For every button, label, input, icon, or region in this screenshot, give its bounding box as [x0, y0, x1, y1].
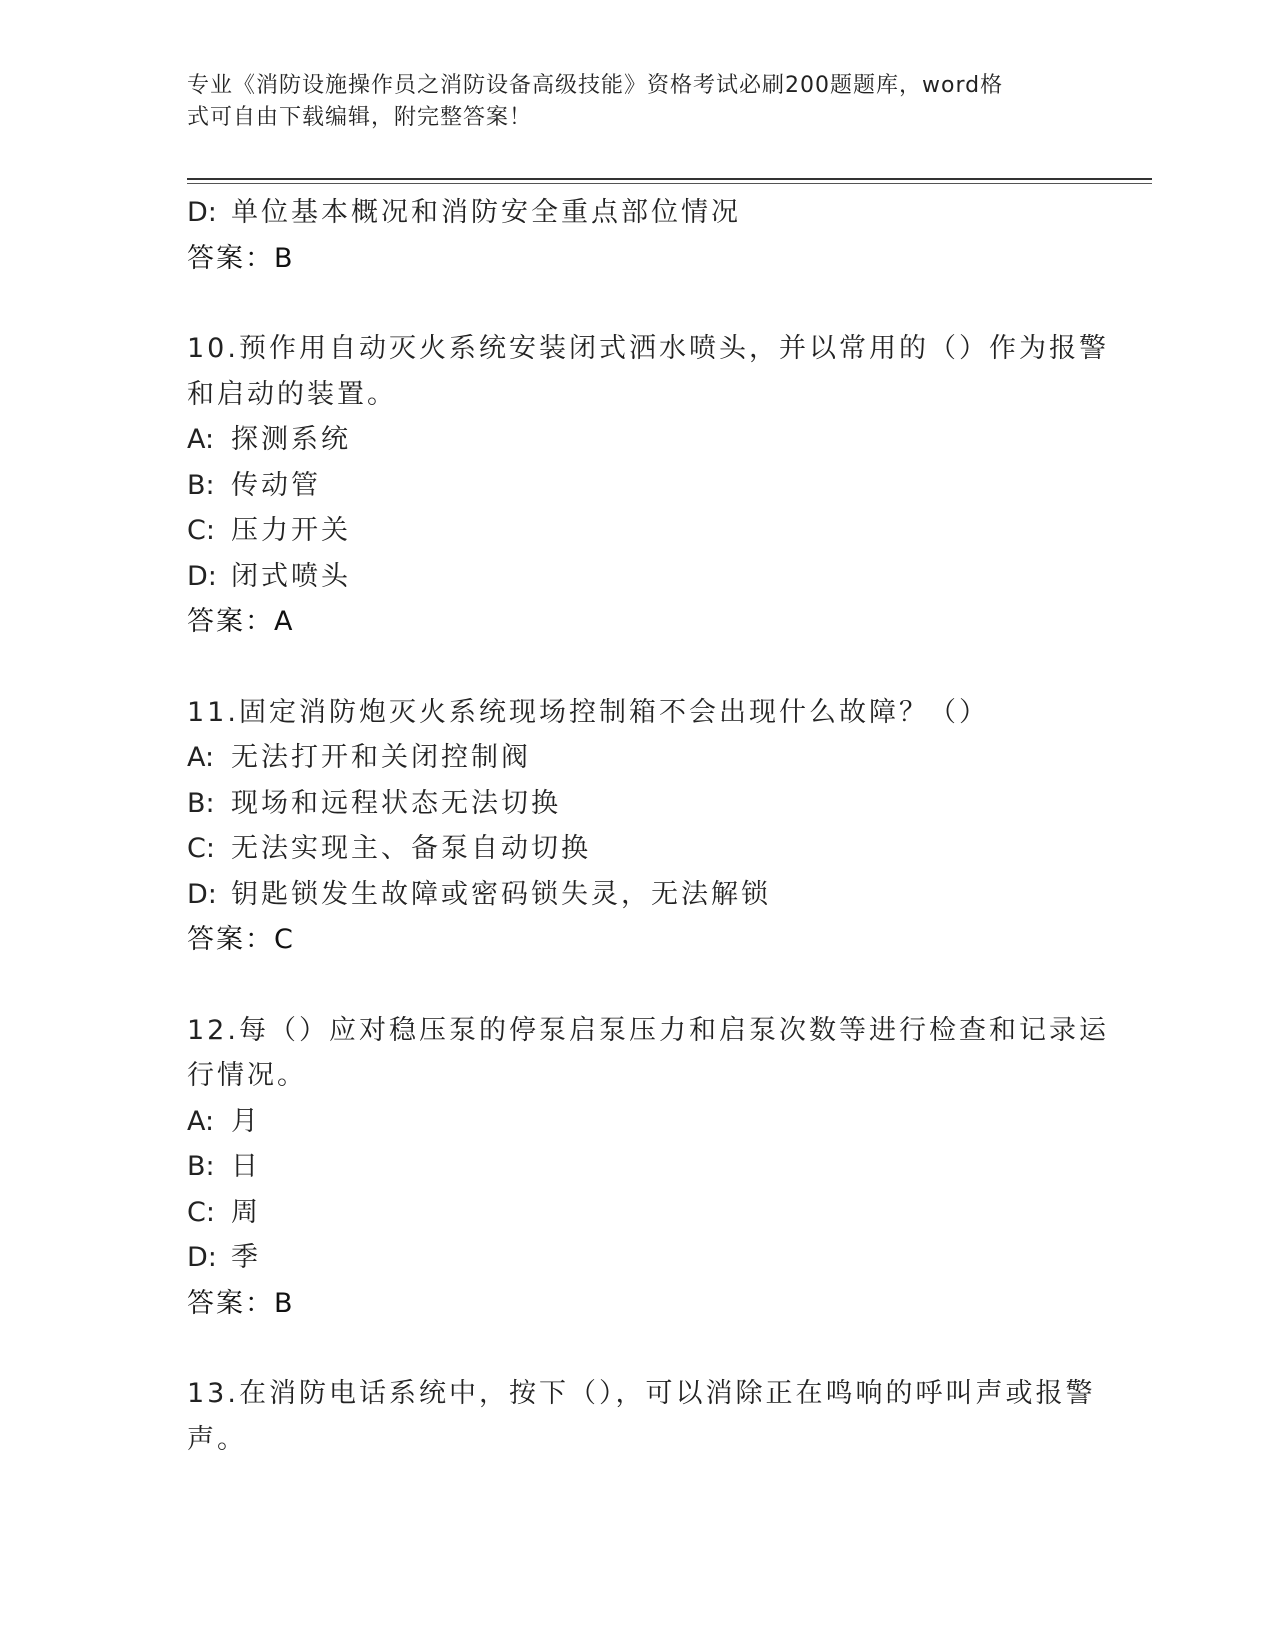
question-stem-cont: 声。 [187, 1423, 247, 1455]
option-text: 钥匙锁发生故障或密码锁失灵，无法解锁 [231, 878, 771, 910]
option-d [187, 872, 1087, 918]
option-text: 单位基本概况和消防安全重点部位情况 [231, 197, 741, 228]
option-text: 无法打开和关闭控制阀 [231, 742, 531, 773]
option-b [187, 463, 1087, 509]
question-10 [187, 326, 1109, 645]
option-a [187, 735, 1087, 781]
option-c [187, 508, 1087, 554]
option-key: D: [187, 878, 217, 910]
option-key: D: [187, 197, 217, 228]
option-d [187, 1235, 1087, 1281]
answer-line: 答案：B [187, 242, 295, 274]
option-key: C: [187, 833, 215, 864]
option-text: 传动管 [231, 469, 321, 501]
answer-line: 答案：B [187, 1287, 295, 1319]
option-b [187, 781, 1087, 827]
question-stem: 12.每（）应对稳压泵的停泵启泵压力和启泵次数等进行检查和记录运 [187, 1014, 1109, 1046]
question-stem-cont: 和启动的装置。 [187, 378, 397, 410]
document-header [187, 70, 1067, 134]
option-key: B: [187, 787, 215, 819]
option-key: C: [187, 1196, 215, 1228]
option-c [187, 826, 1087, 872]
header-line-2: 式可自由下载编辑，附完整答案！ [187, 105, 533, 130]
option-text: 现场和远程状态无法切换 [231, 787, 561, 819]
option-text: 日 [231, 1151, 261, 1182]
question-11 [187, 690, 1087, 963]
option-a [187, 417, 1087, 463]
answer-line: 答案：C [187, 924, 295, 955]
question-stem: 13.在消防电话系统中，按下（），可以消除正在鸣响的呼叫声或报警 [187, 1378, 1096, 1409]
option-d [187, 554, 1087, 600]
option-key: A: [187, 742, 215, 773]
question-13 [187, 1371, 1096, 1462]
option-text: 无法实现主、备泵自动切换 [231, 833, 591, 864]
question-list [187, 190, 1109, 1462]
option-key: B: [187, 469, 215, 501]
option-d [187, 190, 1087, 236]
option-key: A: [187, 1105, 215, 1137]
option-key: B: [187, 1151, 215, 1182]
option-a [187, 1099, 1087, 1145]
option-b [187, 1144, 1087, 1190]
option-text: 季 [231, 1242, 261, 1273]
option-key: D: [187, 560, 217, 592]
header-divider-thin [187, 183, 1152, 184]
question-stem-cont: 行情况。 [187, 1060, 307, 1091]
header-divider-thick [187, 178, 1152, 180]
option-text: 探测系统 [231, 424, 351, 455]
answer-line: 答案：A [187, 606, 295, 637]
question-12 [187, 1008, 1109, 1327]
option-key: D: [187, 1242, 217, 1273]
option-text: 月 [231, 1105, 261, 1137]
option-text: 闭式喷头 [231, 560, 351, 592]
option-text: 压力开关 [231, 515, 351, 546]
question-stem: 10.预作用自动灭火系统安装闭式洒水喷头，并以常用的（）作为报警 [187, 333, 1109, 364]
option-c [187, 1190, 1087, 1236]
question-stem: 11.固定消防炮灭火系统现场控制箱不会出现什么故障？（） [187, 696, 989, 728]
option-text: 周 [231, 1196, 261, 1228]
option-key: A: [187, 424, 215, 455]
option-key: C: [187, 515, 215, 546]
header-line-1: 专业《消防设施操作员之消防设备高级技能》资格考试必刷200题题库，word格 [187, 73, 1004, 98]
